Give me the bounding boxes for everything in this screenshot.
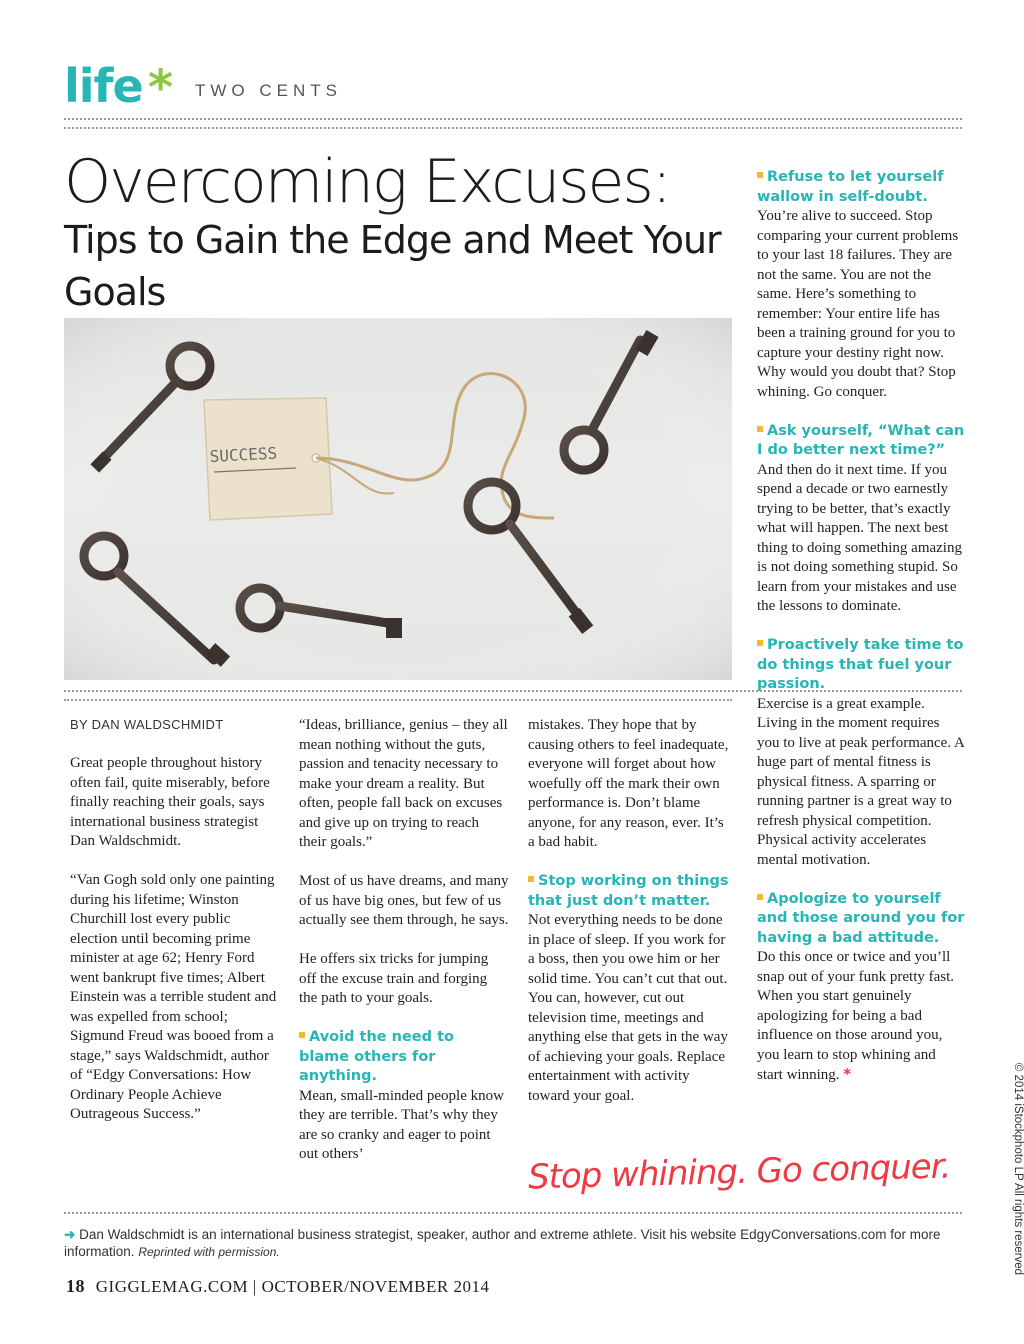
subsection-label: TWO CENTS	[195, 81, 342, 100]
tag-label: SUCCESS	[209, 443, 278, 466]
tip-3-heading: Refuse to let yourself wallow in self-doubt.	[757, 169, 944, 205]
bullet-icon	[528, 876, 534, 882]
tip-1-body: Mean, small-minded people know they are terrible. That’s why they are so cranky and eager to point out others’	[299, 1087, 504, 1162]
article-title: Overcoming Excuses:	[64, 147, 670, 217]
section-label: life	[64, 59, 143, 113]
bullet-icon	[299, 1032, 305, 1038]
column-4	[757, 168, 965, 1086]
tip-3-body: You’re alive to succeed. Stop comparing your current problems to your last 18 failures. They are not the same. You are not the same. Here’s something to remember: Your entire life has been a training ground for you to capture your destiny right now. Why would you doubt that? Stop whining. Go conquer.	[757, 208, 959, 400]
tip-5-heading: Proactively take time to do things that fuel your passion.	[757, 637, 964, 692]
tip-1-heading: Avoid the need to blame others for anything.	[299, 1029, 454, 1084]
photo-divider-bottom	[64, 699, 732, 701]
keys-photo	[64, 318, 732, 680]
tip-4-heading: Ask yourself, “What can I do better next time?”	[757, 422, 965, 458]
header-divider-bottom	[64, 127, 962, 129]
bullet-icon	[757, 894, 763, 900]
asterisk-icon: *	[148, 60, 174, 116]
tip-5-body: Exercise is a great example. Living in the moment requires you to live at peak performance. A huge part of mental fitness is physical fitness. A sparring or running partner is a great way to refresh physical competition. Physical activity accelerates mental motivation.	[757, 695, 965, 868]
tip-6-body: Do this once or twice and you’ll snap out of your funk pretty fast. When you start genuinely apologizing for being a bad influence on those around you, you learn to stop whining and start winning. *	[757, 949, 955, 1083]
publication-info: GIGGLEMAG.COM | OCTOBER/NOVEMBER 2014	[95, 1277, 490, 1296]
tricks-paragraph: He offers six tricks for jumping off the excuse train and forging the path to your goals.	[299, 951, 489, 1006]
ideas-paragraph: “Ideas, brilliance, genius – they all mean nothing without the guts, passion and tenacity necessary to make your dream a reality. But often, people fall back on excuses and give up on trying to reach their goals.”	[299, 717, 508, 850]
dreams-paragraph: Most of us have dreams, and many of us have big ones, but few of us actually see them through, he says.	[299, 873, 509, 928]
tip-2-heading: Stop working on things that just don’t matter.	[528, 873, 729, 909]
quote-paragraph: “Van Gogh sold only one painting during his lifetime; Winston Churchill lost every public election until becoming prime minister at age 62; Henry Ford went bankrupt five times; Albert Einstein was a terrible student and was expelled from school; Sigmund Freud was booed from a stage,” says Waldschmidt, author of “Edgy Conversations: How Ordinary People Achieve Outrageous Success.”	[70, 872, 277, 1122]
slogan: Stop whining. Go conquer.	[527, 1146, 951, 1198]
tip-1-body-continued: mistakes. They hope that by causing others to feel inadequate, everyone will forget about how woefully off the mark their own performance is. Don’t blame anyone, for any reason, ever. It’s a bad habit.	[528, 717, 729, 850]
bullet-icon	[757, 640, 763, 646]
article-subtitle: Tips to Gain the Edge and Meet Your Goals	[64, 218, 721, 314]
header-divider-top	[64, 118, 962, 120]
credit-divider	[64, 1212, 962, 1214]
bullet-icon	[757, 426, 763, 432]
tip-4-body: And then do it next time. If you spend a decade or two earnestly trying to be better, that’s exactly what will happen. The next best thing to doing something amazing is not doing something stupid. So learn from your mistakes and use the lessons to dominate.	[757, 461, 962, 614]
column-1	[70, 716, 280, 1125]
tip-2-body: Not everything needs to be done in place of sleep. If you work for a boss, then you owe him or her solid time. You can’t cut that out. You can, however, cut out television time, meetings and anything else that gets in the way of achieving your goals. Replace entertainment with activity toward your goal.	[528, 912, 728, 1104]
arrow-right-icon: ➜	[64, 1227, 76, 1242]
reprint-note: Reprinted with permission.	[138, 1245, 280, 1259]
bullet-icon	[757, 172, 763, 178]
photo-copyright: © 2014 iStockphoto LP All rights reserved	[1012, 1062, 1024, 1276]
intro-paragraph: Great people throughout history often fail, quite miserably, before finally reaching their goals, says international business strategist Dan Waldschmidt.	[70, 755, 270, 849]
tip-6-heading: Apologize to yourself and those around you for having a bad attitude.	[757, 890, 965, 946]
page-footer	[66, 1274, 489, 1299]
column-2	[299, 716, 509, 1165]
success-tag	[204, 398, 332, 520]
end-asterisk-icon: *	[843, 1065, 852, 1083]
byline: BY DAN WALDSCHMIDT	[70, 717, 224, 732]
author-credit: ➜ Dan Waldschmidt is an international business strategist, speaker, author and extreme athlete. Visit his website EdgyConversations.com for more information. Reprinted with permission.	[64, 1227, 941, 1259]
page-number: 18	[66, 1276, 85, 1296]
column-3	[528, 716, 733, 1106]
